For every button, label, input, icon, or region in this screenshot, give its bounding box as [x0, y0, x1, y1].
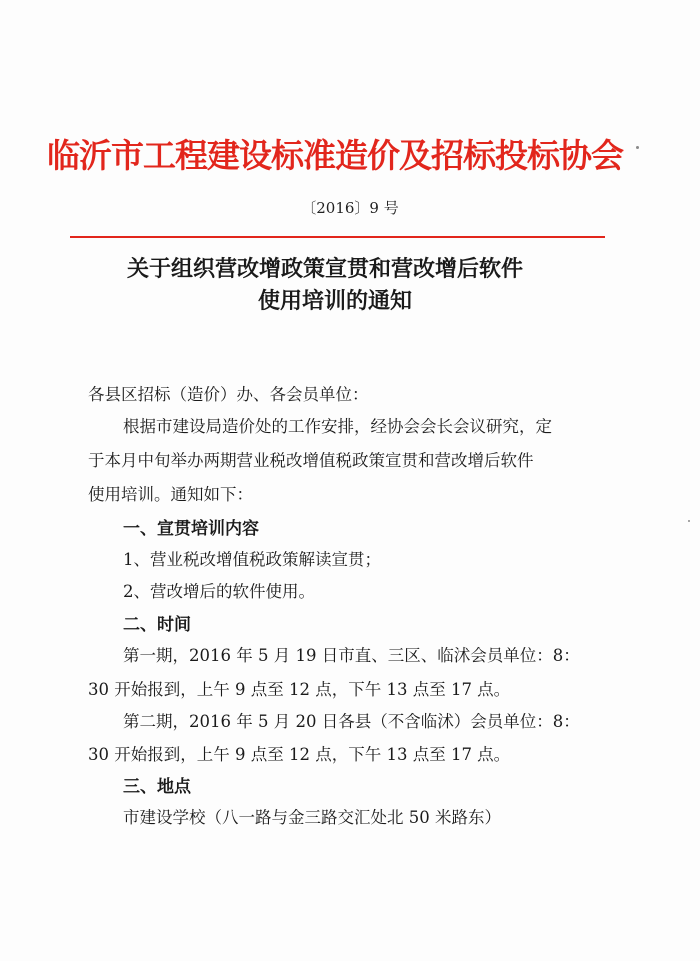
section-1-item-2: 2、营改增后的软件使用。	[123, 582, 315, 601]
document-number: 〔2016〕9 号	[301, 199, 399, 217]
intro-line-1: 根据市建设局造价处的工作安排，经协会会长会议研究，定	[123, 417, 552, 436]
notice-title-line-2: 使用培训的通知	[258, 288, 413, 314]
section-1-heading: 一、宣贯培训内容	[123, 519, 259, 539]
session-1-line-1: 第一期，2016 年 5 月 19 日市直、三区、临沭会员单位：8：	[123, 646, 580, 665]
scan-speck	[688, 520, 690, 522]
intro-line-2: 于本月中旬举办两期营业税改增值税政策宣贯和营改增后软件	[88, 451, 534, 470]
scan-speck	[636, 146, 639, 149]
session-1-line-2: 30 开始报到，上午 9 点至 12 点，下午 13 点至 17 点。	[88, 680, 511, 699]
section-2-heading: 二、时间	[123, 615, 191, 635]
intro-line-3: 使用培训。通知如下：	[88, 485, 253, 504]
session-2-line-1: 第二期，2016 年 5 月 20 日各县（不含临沭）会员单位：8：	[123, 712, 580, 731]
section-1-item-1: 1、营业税改增值税政策解读宣贯；	[123, 550, 381, 569]
salutation: 各县区招标（造价）办、各会员单位：	[88, 385, 369, 404]
location-text: 市建设学校（八一路与金三路交汇处北 50 米路东）	[123, 808, 501, 827]
organization-header: 临沂市工程建设标准造价及招标投标协会	[47, 136, 623, 175]
red-divider-line	[70, 236, 605, 238]
session-2-line-2: 30 开始报到，上午 9 点至 12 点，下午 13 点至 17 点。	[88, 745, 511, 764]
notice-title-line-1: 关于组织营改增政策宣贯和营改增后软件	[127, 256, 524, 282]
section-3-heading: 三、地点	[123, 777, 191, 797]
